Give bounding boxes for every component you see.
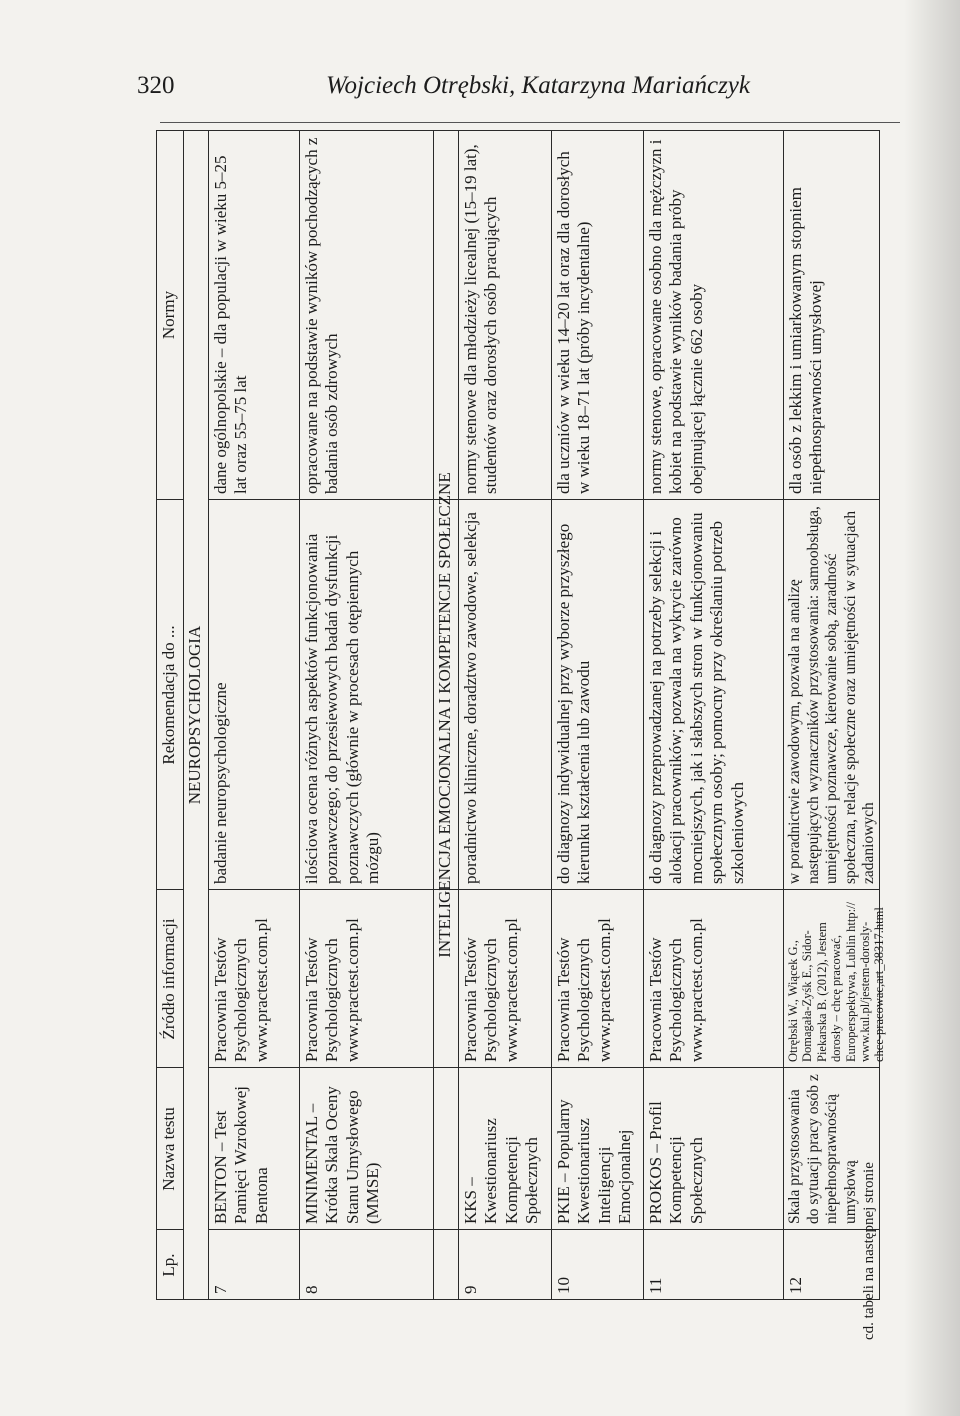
row-test-name: PKIE – Popularny Kwestionariusz Inteligencji Emocjonalnej: [554, 1099, 635, 1224]
running-head: Wojciech Otrębski, Katarzyna Mariańczyk: [326, 72, 750, 99]
row-norms: opracowane na podstawie wyników pochodzących z badania osób zdrowych: [302, 137, 342, 494]
row-lp: 12: [786, 1277, 805, 1294]
header-name: Nazwa testu: [159, 1107, 178, 1191]
row-norms: dla osób z lekkim i umiarkowanym stopniem niepełnosprawności umysłowej: [786, 187, 826, 494]
header-rule: [160, 122, 900, 123]
header-norms: Normy: [159, 290, 178, 340]
row-lp: 9: [461, 1285, 480, 1294]
row-test-name: BENTON – Test Pamięci Wzrokowej Bentona: [211, 1085, 271, 1224]
row-recommendation: w poradnictwie zawodowym, pozwala na analizę następujących wyznaczników przystosowania: samoobsługa, umiejętności poznawcze, kierowanie sobą, zaradność społeczna, relacje społeczne oraz umiejętności w sytuacjach zadaniowych: [786, 506, 878, 884]
row-test-name: KKS – Kwestionariusz Kompetencji Społecznych: [461, 1118, 542, 1224]
page-number: 320: [137, 72, 175, 99]
row-source: Pracownia Testów Psychologicznych www.practest.com.pl: [302, 918, 362, 1062]
row-source: Pracownia Testów Psychologicznych www.practest.com.pl: [554, 918, 614, 1062]
row-lp: 7: [211, 1285, 230, 1294]
section-neuropsychology: NEUROPSYCHOLOGIA: [185, 625, 204, 805]
header-source: Źródło informacji: [159, 918, 178, 1040]
row-lp: 11: [646, 1277, 665, 1294]
rotated-table-frame: [156, 130, 887, 1300]
tests-table: [156, 130, 887, 1300]
book-spine-shadow: [904, 0, 960, 1416]
row-norms: normy stenowe, opracowane osobno dla mężczyzn i kobiet na podstawie wyników badania próby obejmującej łącznie 662 osoby: [646, 139, 706, 494]
row-norms: normy stenowe dla młodzieży licealnej (15–19 lat), studentów oraz dorosłych osób pracujących: [461, 144, 501, 494]
header-lp: Lp.: [159, 1253, 178, 1277]
row-recommendation: do diagnozy przeprowadzanej na potrzeby selekcji i alokacji pracowników; pozwala na wykrycie zarówno mocniejszych, jak i słabszych stron w funkcjonowaniu społecznym osoby; pomocny przy określaniu potrzeb szkoleniowych: [646, 512, 747, 884]
row-recommendation: ilościowa ocena różnych aspektów funkcjonowania poznawczego; do przesiewowych badań dysfunkcji poznawczych (głównie w procesach otępiennych mózgu): [302, 533, 383, 884]
row-lp: 8: [302, 1285, 321, 1294]
row-recommendation: do diagnozy indywidualnej przy wyborze przyszłego kierunku kształcenia lub zawodu: [554, 523, 594, 884]
section-emotional-intelligence: INTELIGENCJA EMOCJONALNA I KOMPETENCJE SPOŁECZNE: [435, 472, 454, 958]
row-test-name: MINIMENTAL – Krótka Skala Oceny Stanu Umysłowego (MMSE): [302, 1086, 383, 1224]
row-test-name: PROKOS – Profil Kompetencji Społecznych: [646, 1101, 706, 1224]
row-source: Pracownia Testów Psychologicznych www.practest.com.pl: [646, 918, 706, 1062]
row-source: Otrębski W., Wiącek G., Domagała-Zyśk E., Sidor-Piekarska B. (2012), Jestem dorosły – chcę pracować, Europerspektywa, Lublin http:// www.kul.pl/jestem-dorosly-chce-pracowac,art_38317.html: [786, 901, 887, 1062]
row-recommendation: badanie neuropsychologiczne: [211, 682, 230, 884]
row-norms: dane ogólnopolskie – dla populacji w wieku 5–25 lat oraz 55–75 lat: [211, 155, 251, 494]
row-source: Pracownia Testów Psychologicznych www.practest.com.pl: [461, 918, 521, 1062]
row-lp: 10: [554, 1277, 573, 1294]
header-recommendation: Rekomendacja do ...: [159, 625, 178, 765]
page-header: [0, 72, 960, 112]
row-norms: dla uczniów w wieku 14–20 lat oraz dla dorosłych w wieku 18–71 lat (próby incydentalne): [554, 151, 594, 494]
row-test-name: Skala przystosowania do sytuacji pracy osób z niepełnosprawnością umysłową: [786, 1074, 859, 1224]
continuation-note: cd. tabeli na następnej stronie: [861, 1162, 877, 1340]
row-recommendation: poradnictwo kliniczne, doradztwo zawodowe, selekcja: [461, 512, 480, 884]
row-source: Pracownia Testów Psychologicznych www.practest.com.pl: [211, 918, 271, 1062]
